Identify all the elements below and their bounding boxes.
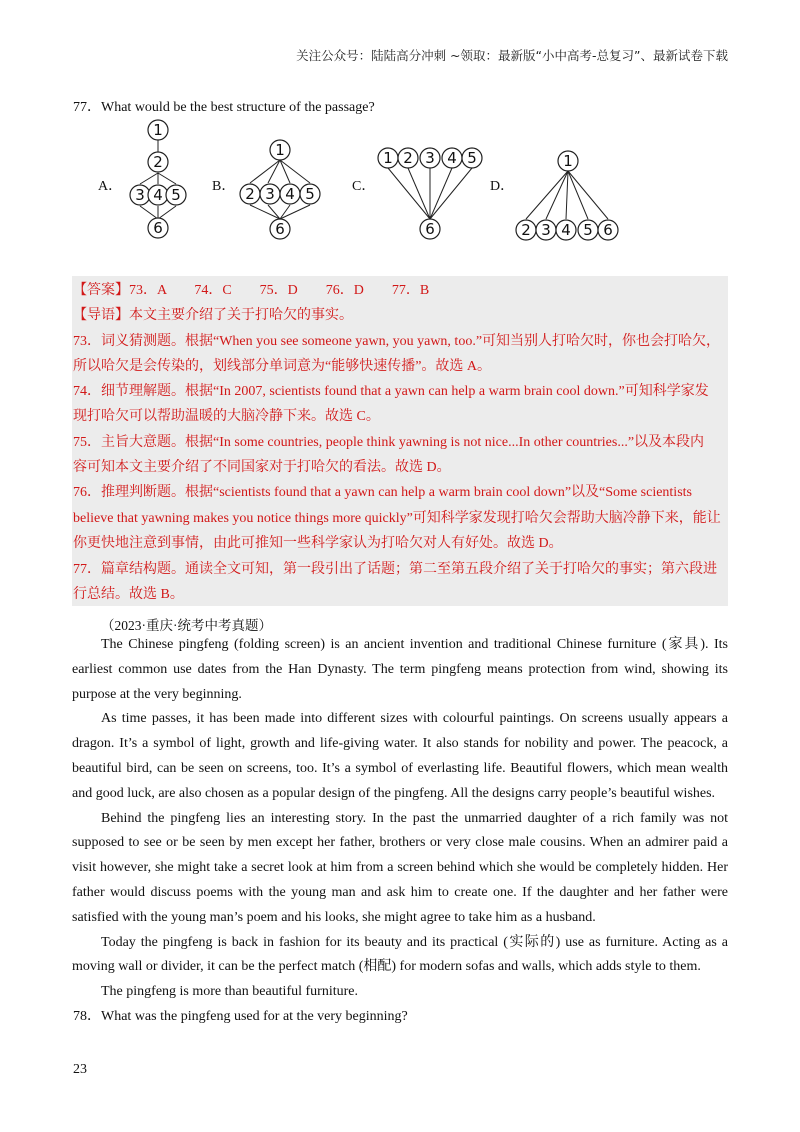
b-label-1: 1	[275, 141, 285, 159]
option-a-label: A．	[98, 179, 123, 194]
c-label-6: 6	[425, 220, 435, 238]
explanation-line: 容可知本文主要介绍了不同国家对于打哈欠的看法。故选 D。	[73, 460, 451, 475]
a-label-5: 5	[171, 186, 181, 204]
a-label-1: 1	[153, 121, 163, 139]
paragraph: Behind the pingfeng lies an interesting story. In the past the unmarried daughter of a rich family was not supposed to see or be seen by men except her father, brothers or very close male cousins. When an admirer paid a visit however, she might take a secret look at him from a screen behind which she would be completely hidden. Her father would discuss poems with the young man and ask him to create one. If the daughter and her father were satisfied with the young man’s poem and his looks, she might agree to take him as a husband.	[72, 810, 728, 925]
question-77: 77．What would be the best structure of the passage?	[73, 100, 375, 115]
a-label-4: 4	[153, 186, 163, 204]
c-label-5: 5	[467, 149, 477, 167]
guide-line: 【导语】本文主要介绍了关于打哈欠的事实。	[73, 308, 353, 323]
explanation-line: 所以哈欠是会传染的，划线部分单词意为“能够快速传播”。故选 A。	[73, 359, 492, 374]
passage	[72, 633, 728, 1005]
explanation-line: 你更快地注意到事情，由此可推知一些科学家认为打哈欠对人有好处。故选 D。	[73, 536, 563, 551]
c-label-3: 3	[425, 149, 435, 167]
explanation-line: 74．细节理解题。根据“In 2007, scientists found that a yawn can help a warm brain cool down.”可知科学家发	[73, 384, 709, 399]
answer-line: 【答案】73．A 74．C 75．D 76．D 77．B	[73, 283, 430, 298]
passage-source: （2023·重庆·统考中考真题）	[101, 618, 272, 633]
paragraph: Today the pingfeng is back in fashion for its beauty and its practical (实际的) use as furniture. Acting as a moving wall or divider, it can be the perfect match (相配) for modern sofas and walls, which adds style to them.	[72, 934, 728, 975]
d-label-3: 3	[541, 221, 551, 239]
c-label-1: 1	[383, 149, 393, 167]
a-label-6: 6	[153, 219, 163, 237]
option-d-label: D．	[490, 179, 515, 194]
explanation-line: believe that yawning makes you notice things more quickly”可知科学家发现打哈欠会帮助大脑冷静下来，能让	[73, 511, 721, 526]
explanation-line: 77．篇章结构题。通读全文可知，第一段引出了话题；第二至第五段介绍了关于打哈欠的事实；第六段进	[73, 562, 717, 577]
d-label-1: 1	[563, 152, 573, 170]
a-label-3: 3	[135, 186, 145, 204]
d-label-5: 5	[583, 221, 593, 239]
explanation-line: 75．主旨大意题。根据“In some countries, people think yawning is not nice...In other countries...”以及本段内	[73, 435, 705, 450]
explanation-line: 现打哈欠可以帮助温暖的大脑冷静下来。故选 C。	[73, 409, 380, 424]
paragraph: The pingfeng is more than beautiful furniture.	[101, 984, 358, 1000]
b-label-2: 2	[245, 185, 255, 203]
option-b-label: B．	[212, 179, 236, 194]
explanation-line: 76．推理判断题。根据“scientists found that a yawn can help a warm brain cool down”以及“Some scientists	[73, 485, 692, 500]
paragraph: As time passes, it has been made into different sizes with colourful paintings. On screens usually appears a dragon. It’s a symbol of light, growth and life-giving water. It also stands for nobility and power. The peacock, a beautiful bird, can be seen on screens, too. It’s a symbol of everlasting life. Beautiful flowers, which mean wealth and good luck, are also chosen as a popular design of the pingfeng. All the designs carry people’s beautiful wishes.	[72, 711, 728, 801]
paragraph: The Chinese pingfeng (folding screen) is an ancient invention and traditional Chinese furniture (家具). Its earliest common use dates from the Han Dynasty. The term pingfeng means protection from wind, showing its purpose at the very beginning.	[72, 637, 728, 702]
b-label-6: 6	[275, 220, 285, 238]
d-label-2: 2	[521, 221, 531, 239]
d-label-4: 4	[561, 221, 571, 239]
structure-diagrams	[90, 118, 690, 248]
b-label-4: 4	[285, 185, 295, 203]
question-78: 78．What was the pingfeng used for at the very beginning?	[73, 1009, 408, 1024]
explanation-line: 73．词义猜测题。根据“When you see someone yawn, you yawn, too.”可知当别人打哈欠时，你也会打哈欠，	[73, 334, 721, 349]
page-header: 关注公众号：陆陆高分冲刺 ~领取：最新版“小中高考-总复习”、最新试卷下载	[296, 48, 728, 63]
option-c-label: C．	[352, 179, 376, 194]
explanation-line: 行总结。故选 B。	[73, 587, 184, 602]
b-label-3: 3	[265, 185, 275, 203]
b-label-5: 5	[305, 185, 315, 203]
a-label-2: 2	[153, 153, 163, 171]
d-label-6: 6	[603, 221, 613, 239]
c-label-2: 2	[403, 149, 413, 167]
page-number: 23	[73, 1062, 87, 1077]
c-label-4: 4	[447, 149, 457, 167]
